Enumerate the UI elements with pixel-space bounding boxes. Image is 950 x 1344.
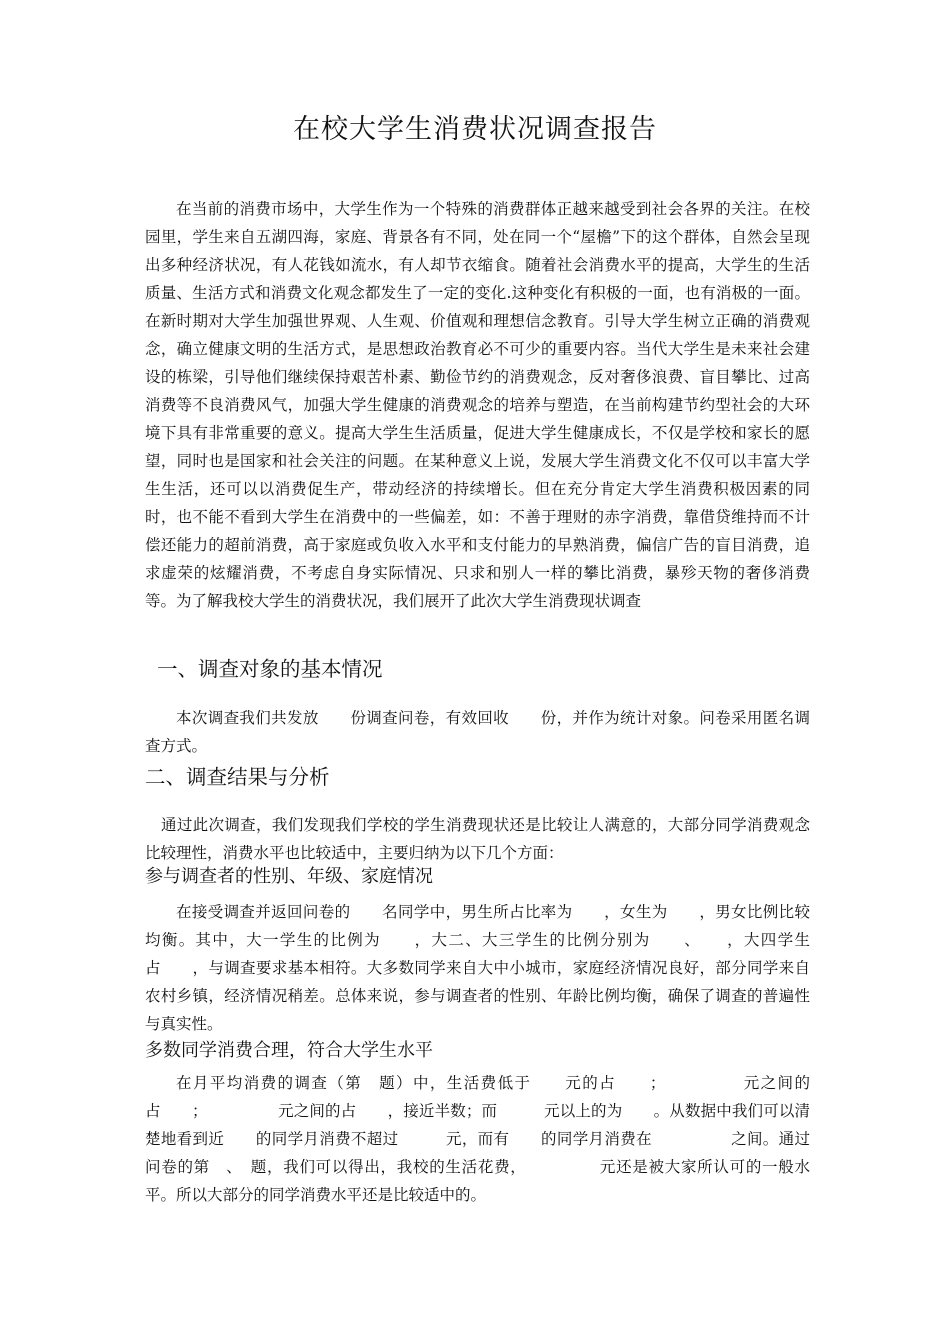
section2-heading: 二、调查结果与分析 [145,765,330,789]
intro-paragraph: 在当前的消费市场中，大学生作为一个特殊的消费群体正越来越受到社会各界的关注。在校园里，学生来自五湖四海，家庭、背景各有不同，处在同一个“屋檐”下的这个群体，自然会呈现出多种经济状况，有人花钱如流水，有人却节衣缩食。随着社会消费水平的提高，大学生的生活质量、生活方式和消费文化观念都发生了一定的变化.这种变化有积极的一面，也有消极的一面。在新时期对大学生加强世界观、人生观、价值观和理想信念教育。引导大学生树立正确的消费观念，确立健康文明的生活方式，是思想政治教育必不可少的重要内容。当代大学生是未来社会建设的栋梁，引导他们继续保持艰苦朴素、勤俭节约的消费观念，反对奢侈浪费、盲目攀比、过高消费等不良消费风气，加强大学生健康的消费观念的培养与塑造，在当前构建节约型社会的大环境下具有非常重要的意义。提高大学生生活质量，促进大学生健康成长，不仅是学校和家长的愿望，同时也是国家和社会关注的问题。在某种意义上说，发展大学生消费文化不仅可以丰富大学生生活，还可以以消费促生产，带动经济的持续增长。但在充分肯定大学生消费积极因素的同时，也不能不看到大学生在消费中的一些偏差，如：不善于理财的赤字消费，靠借贷维持而不计偿还能力的超前消费，高于家庭或负收入水平和支付能力的早熟消费，偏信广告的盲目消费，追求虚荣的炫耀消费，不考虑自身实际情况、只求和别人一样的攀比消费，暴殄天物的奢侈消费等。为了解我校大学生的消费状况，我们展开了此次大学生消费现状调查 [145,200,810,610]
section1-heading: 一、调查对象的基本情况 [157,657,383,681]
subsection2-heading: 多数同学消费合理，符合大学生水平 [145,1040,433,1061]
page-title: 在校大学生消费状况调查报告 [293,114,657,145]
subsection1-body: 在接受调查并返回问卷的 名同学中，男生所占比率为 ，女生为 ，男女比例比较均衡。其中，大一学生的比例为 ，大二、大三学生的比例分别为 、 ，大四学生占 ，与调查要求基本相符。大多数同学来自大中小城市，家庭经济情况良好，部分同学来自农村乡镇，经济情况稍差。总体来说，参与调查者的性别、年龄比例均衡，确保了调查的普遍性与真实性。 [145,903,810,1033]
subsection2-body: 在月平均消费的调查（第 题）中，生活费低于 元的占 ； 元之间的占 ； 元之间的占 ，接近半数；而 元以上的为 。从数据中我们可以清楚地看到近 的同学月消费不超过 元，而有 的同学月消费在 之间。通过问卷的第 、 题，我们可以得出，我校的生活花费， 元还是被大家所认可的一般水平。所以大部分的同学消费水平还是比较适中的。 [145,1074,810,1204]
subsection1-heading: 参与调查者的性别、年级、家庭情况 [145,866,433,887]
section2-body: 通过此次调查，我们发现我们学校的学生消费现状还是比较让人满意的，大部分同学消费观念比较理性，消费水平也比较适中，主要归纳为以下几个方面： [145,816,810,862]
section1-body: 本次调查我们共发放 份调查问卷，有效回收 份，并作为统计对象。问卷采用匿名调查方式。 [145,709,810,755]
